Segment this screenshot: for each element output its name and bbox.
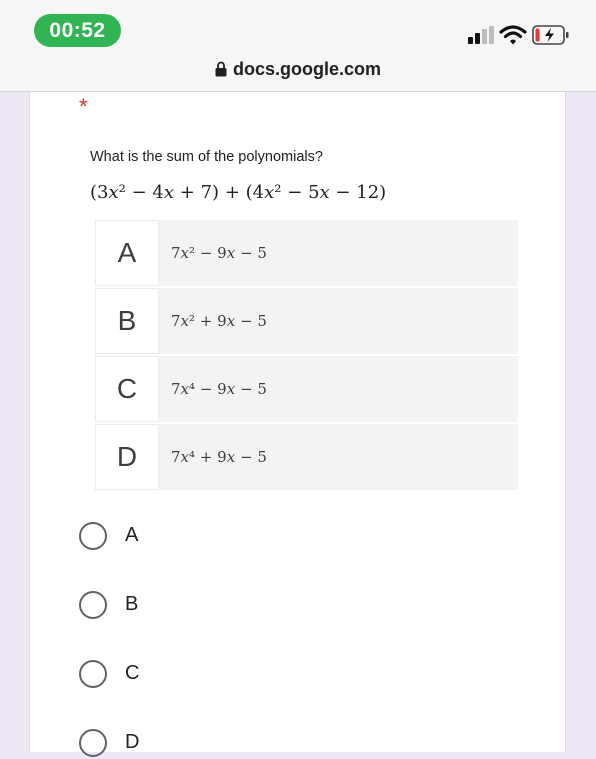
radio-button[interactable] (79, 591, 107, 619)
required-asterisk: * (79, 94, 88, 119)
radio-option-a[interactable] (79, 522, 279, 552)
url-text: docs.google.com (232, 59, 382, 79)
choice-row (95, 220, 518, 286)
choice-value: 7x² + 9x − 5 (159, 288, 518, 354)
radio-button[interactable] (79, 729, 107, 757)
choice-letter: D (95, 424, 159, 490)
choice-row (95, 424, 518, 490)
question-text: What is the sum of the polynomials? (90, 149, 323, 165)
cellular-signal-icon (468, 26, 496, 44)
answer-choices-table (95, 220, 518, 492)
status-icons (468, 24, 578, 48)
radio-option-c[interactable] (79, 660, 279, 690)
radio-option-b[interactable] (79, 591, 279, 621)
wifi-icon (499, 24, 527, 46)
option-label: A (125, 524, 139, 546)
polynomial-expression: (3x² − 4x + 7) + (4x² − 5x − 12) (90, 182, 387, 203)
radio-button[interactable] (79, 660, 107, 688)
choice-letter: B (95, 288, 159, 354)
address-bar[interactable] (0, 57, 596, 81)
radio-button[interactable] (79, 522, 107, 550)
choice-value: 7x⁴ + 9x − 5 (159, 424, 518, 490)
choice-value: 7x⁴ − 9x − 5 (159, 356, 518, 422)
browser-top-bar (0, 0, 596, 92)
choice-value: 7x² − 9x − 5 (159, 220, 518, 286)
choice-row (95, 356, 518, 422)
option-label: C (125, 662, 140, 684)
lock-icon (215, 61, 227, 77)
option-label: B (125, 593, 139, 615)
question-card (29, 92, 566, 752)
choice-row (95, 288, 518, 354)
battery-charging-icon (532, 25, 570, 45)
status-time: 00:52 (34, 14, 121, 47)
choice-letter: A (95, 220, 159, 286)
option-label: D (125, 731, 140, 753)
choice-letter: C (95, 356, 159, 422)
radio-option-d[interactable] (79, 729, 279, 759)
